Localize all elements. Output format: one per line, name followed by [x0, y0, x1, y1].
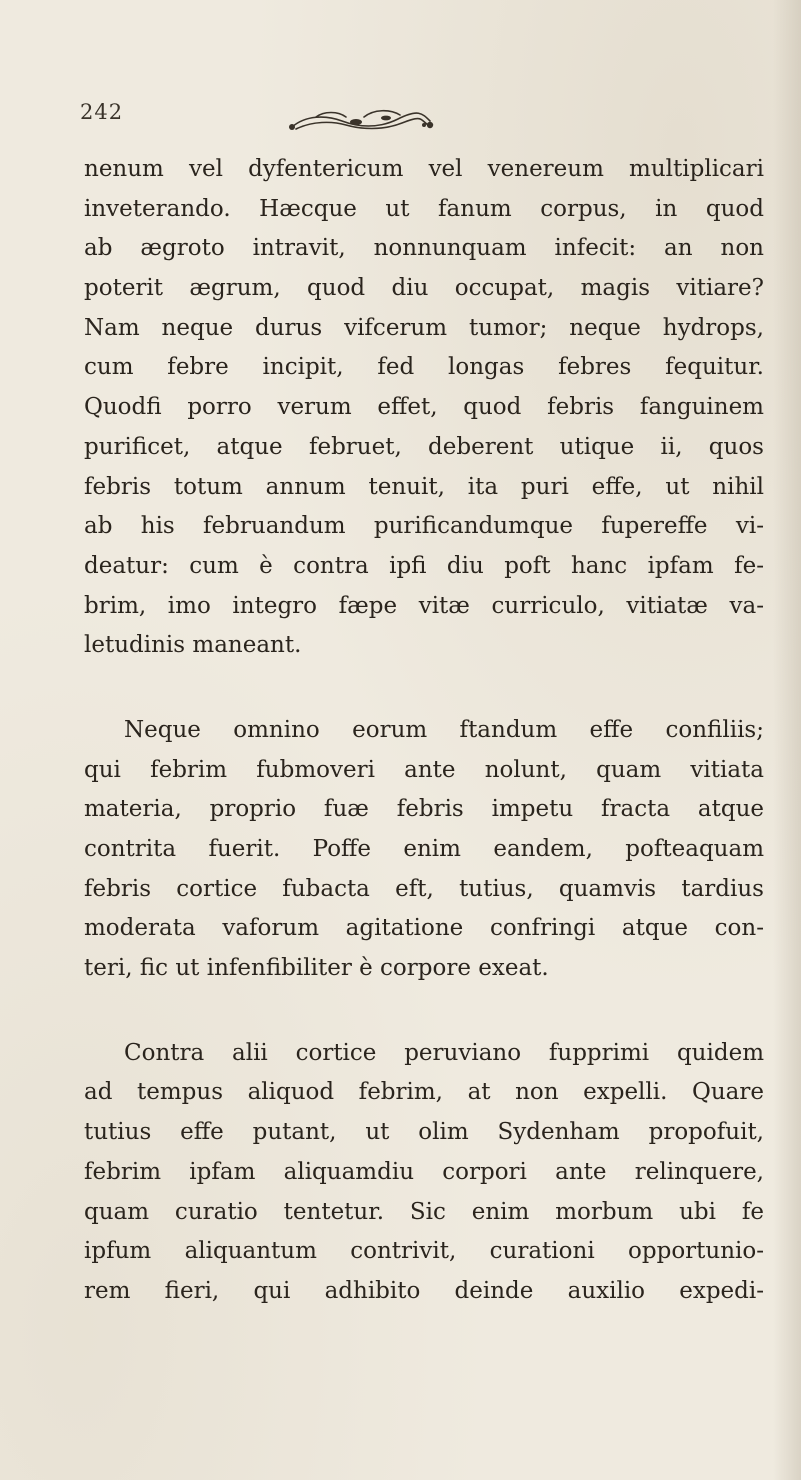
text-line: qui febrim fubmoveri ante nolunt, quam vitiata — [84, 756, 764, 783]
text-line: inveterando. Hæcque ut fanum corpus, in quod — [84, 195, 764, 222]
paragraph-gap — [84, 989, 764, 1034]
text-line: letudinis maneant. — [84, 632, 302, 659]
text-line: moderata vaforum agitatione confringi atque con- — [84, 915, 764, 942]
text-line: nenum vel dyfentericum vel venereum multiplicari — [84, 156, 764, 182]
text-line: Nam neque durus vifcerum tumor; neque hydrops, — [84, 314, 764, 341]
text-line: Quodfi porro verum effet, quod febris fanguinem — [84, 394, 764, 421]
text-line: Neque omnino eorum ftandum effe confiliis; — [124, 716, 764, 743]
text-line: febrim ipfam aliquamdiu corpori ante relinquere, — [84, 1158, 764, 1185]
text-line: teri, fic ut infenfibiliter è corpore exeat. — [84, 955, 549, 982]
text-line: febris totum annum tenuit, ita puri effe, ut nihil — [84, 473, 764, 500]
text-line: contrita fuerit. Poffe enim eandem, pofteaquam — [84, 836, 764, 862]
text-line: cum febre incipit, fed longas febres fequitur. — [84, 354, 764, 381]
text-line: deatur: cum è contra ipfi diu poft hanc ipfam fe- — [84, 552, 764, 579]
text-line: Contra alii cortice peruviano fupprimi quidem — [124, 1039, 764, 1066]
text-line: poterit ægrum, quod diu occupat, magis vitiare? — [84, 275, 764, 302]
text-line: ad tempus aliquod febrim, at non expelli. Quare — [84, 1079, 764, 1106]
text-line: tutius effe putant, ut olim Sydenham propofuit, — [84, 1119, 764, 1146]
text-line: rem fieri, qui adhibito deinde auxilio expedi- — [84, 1277, 764, 1304]
body-text — [84, 150, 764, 1312]
page-number: 242 — [80, 100, 124, 124]
text-line: ab ægroto intravit, nonnunquam infecit: an non — [84, 235, 764, 262]
paragraph — [84, 711, 764, 989]
paragraph — [84, 1034, 764, 1312]
text-line: materia, proprio fuæ febris impetu fracta atque — [84, 796, 764, 823]
text-line: brim, imo integro fæpe vitæ curriculo, vitiatæ va- — [84, 592, 764, 619]
page-edge-shadow — [773, 0, 801, 1480]
text-line: ab his februandum purificandumque fupereffe vi- — [84, 513, 764, 540]
paragraph-gap — [84, 666, 764, 711]
ornamental-headpiece — [286, 107, 434, 137]
paragraph — [84, 150, 764, 666]
text-line: purificet, atque februet, deberent utique ii, quos — [84, 433, 764, 460]
text-line: ipfum aliquantum contrivit, curationi opportunio- — [84, 1238, 764, 1265]
text-line: quam curatio tentetur. Sic enim morbum ubi fe — [84, 1198, 764, 1225]
text-line: febris cortice fubacta eft, tutius, quamvis tardius — [84, 875, 764, 902]
